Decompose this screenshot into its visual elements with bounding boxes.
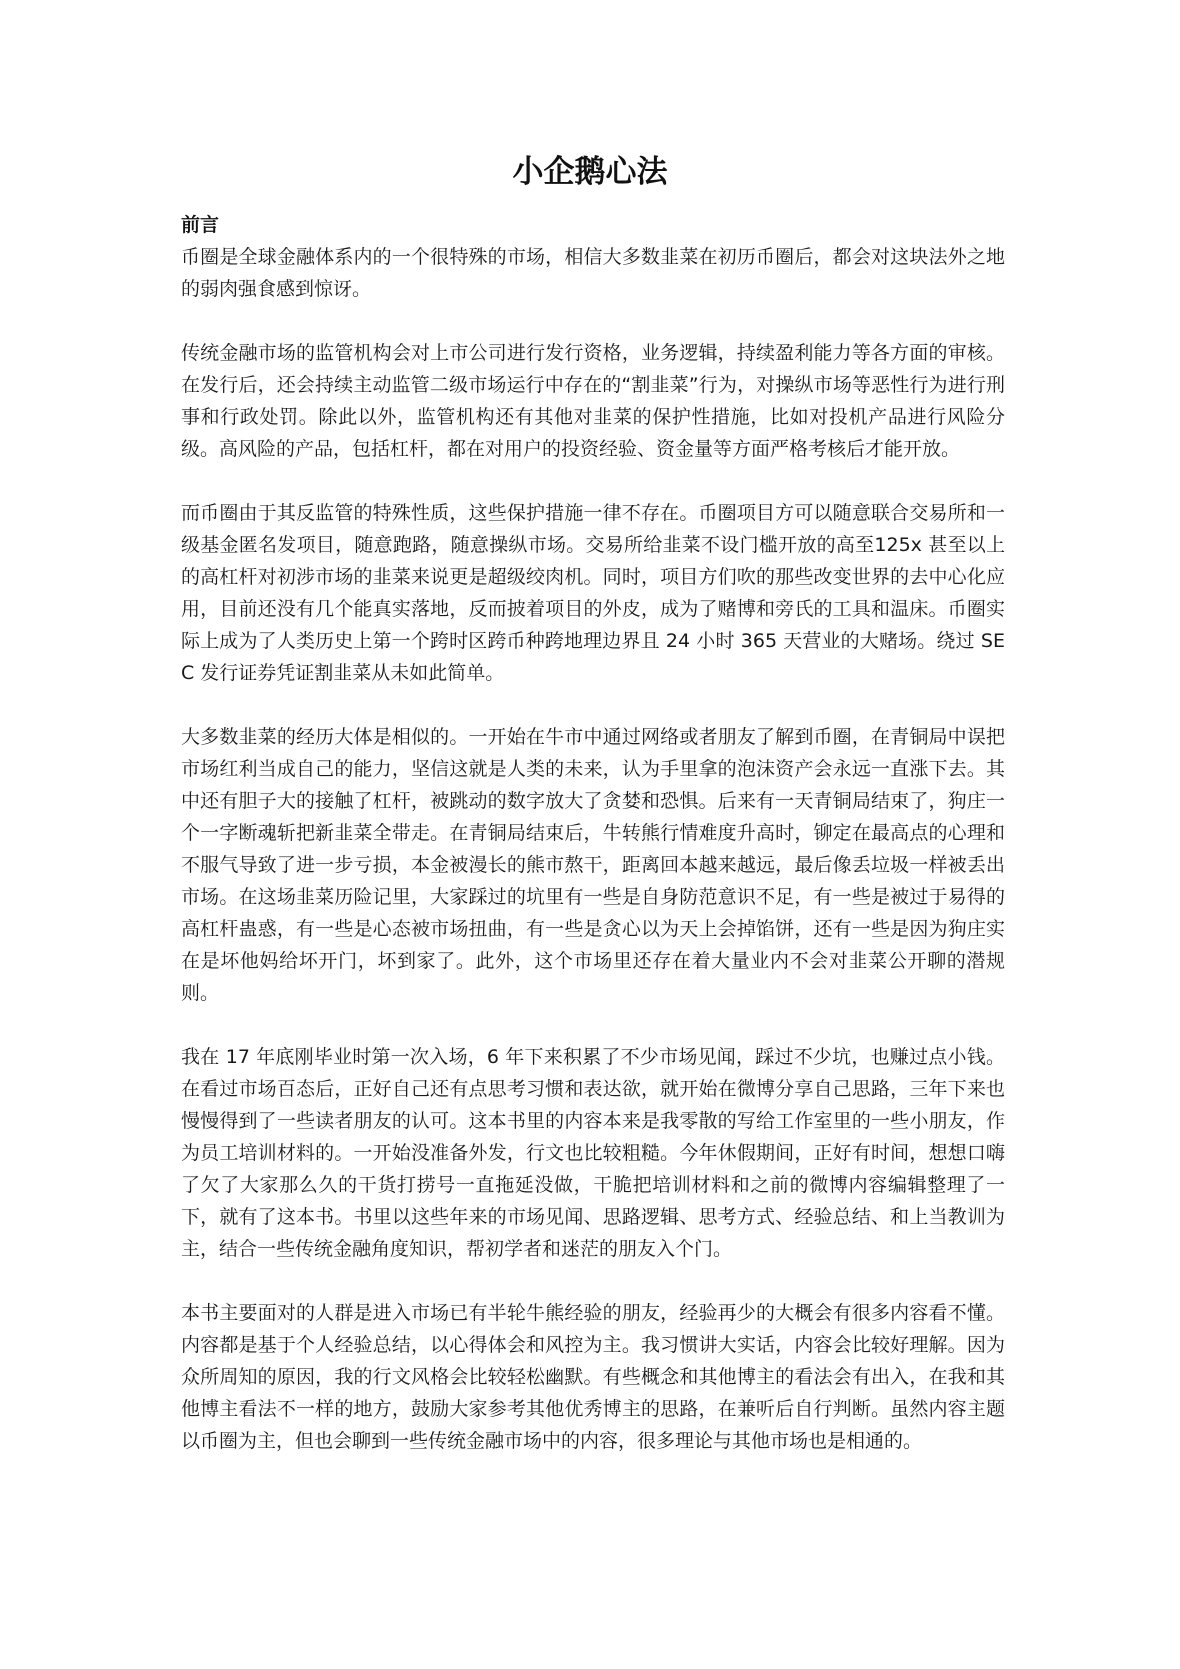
- document-title: 小企鹅心法: [512, 154, 668, 190]
- paragraph-5: 我在 17 年底刚毕业时第一次入场，6 年下来积累了不少市场见闻，踩过不少坑，也赚过点小钱。在看过市场百态后，正好自己还有点思考习惯和表达欲，就开始在微博分享自己思路，三年下来也慢慢得到了一些读者朋友的认可。这本书里的内容本来是我零散的写给工作室里的一些小朋友，作为员工培训材料的。一开始没准备外发，行文也比较粗糙。今年休假期间，正好有时间，想想口嗨了欠了大家那么久的干货打捞号一直拖延没做，干脆把培训材料和之前的微博内容编辑整理了一下，就有了这本书。书里以这些年来的市场见闻、思路逻辑、思考方式、经验总结、和上当教训为主，结合一些传统金融角度知识，帮初学者和迷茫的朋友入个门。: [181, 1046, 1005, 1260]
- paragraph-1: 币圈是全球金融体系内的一个很特殊的市场，相信大多数韭菜在初历币圈后，都会对这块法外之地的弱肉强食感到惊讶。: [181, 246, 1005, 300]
- paragraph-2: 传统金融市场的监管机构会对上市公司进行发行资格，业务逻辑，持续盈利能力等各方面的审核。在发行后，还会持续主动监管二级市场运行中存在的“割韭菜”行为，对操纵市场等恶性行为进行刑事和行政处罚。除此以外，监管机构还有其他对韭菜的保护性措施，比如对投机产品进行风险分级。高风险的产品，包括杠杆，都在对用户的投资经验、资金量等方面严格考核后才能开放。: [181, 342, 1005, 460]
- section-heading: 前言: [181, 214, 220, 236]
- paragraph-3: 而币圈由于其反监管的特殊性质，这些保护措施一律不存在。币圈项目方可以随意联合交易所和一级基金匿名发项目，随意跑路，随意操纵市场。交易所给韭菜不设门槛开放的高至125x 甚至以上的高杠杆对初涉市场的韭菜来说更是超级绞肉机。同时，项目方们吹的那些改变世界的去中心化应用，目前还没有几个能真实落地，反而披着项目的外皮，成为了赌博和旁氏的工具和温床。币圈实际上成为了人类历史上第一个跨时区跨币种跨地理边界且 24 小时 365 天营业的大赌场。绕过 SEC 发行证券凭证割韭菜从未如此简单。: [181, 502, 1005, 684]
- document-body: [181, 209, 1005, 1489]
- paragraph-6: 本书主要面对的人群是进入市场已有半轮牛熊经验的朋友，经验再少的大概会有很多内容看不懂。内容都是基于个人经验总结，以心得体会和风控为主。我习惯讲大实话，内容会比较好理解。因为众所周知的原因，我的行文风格会比较轻松幽默。有些概念和其他博主的看法会有出入，在我和其他博主看法不一样的地方，鼓励大家参考其他优秀博主的思路，在兼听后自行判断。虽然内容主题以币圈为主，但也会聊到一些传统金融市场中的内容，很多理论与其他市场也是相通的。: [181, 1302, 1005, 1452]
- paragraph-4: 大多数韭菜的经历大体是相似的。一开始在牛市中通过网络或者朋友了解到币圈，在青铜局中误把市场红利当成自己的能力，坚信这就是人类的未来，认为手里拿的泡沫资产会永远一直涨下去。其中还有胆子大的接触了杠杆，被跳动的数字放大了贪婪和恐惧。后来有一天青铜局结束了，狗庄一个一字断魂斩把新韭菜全带走。在青铜局结束后，牛转熊行情难度升高时，铆定在最高点的心理和不服气导致了进一步亏损，本金被漫长的熊市熬干，距离回本越来越远，最后像丢垃圾一样被丢出市场。在这场韭菜历险记里，大家踩过的坑里有一些是自身防范意识不足，有一些是被过于易得的高杠杆蛊惑，有一些是心态被市场扭曲，有一些是贪心以为天上会掉馅饼，还有一些是因为狗庄实在是坏他妈给坏开门，坏到家了。此外，这个市场里还存在着大量业内不会对韭菜公开聊的潜规则。: [181, 726, 1005, 1004]
